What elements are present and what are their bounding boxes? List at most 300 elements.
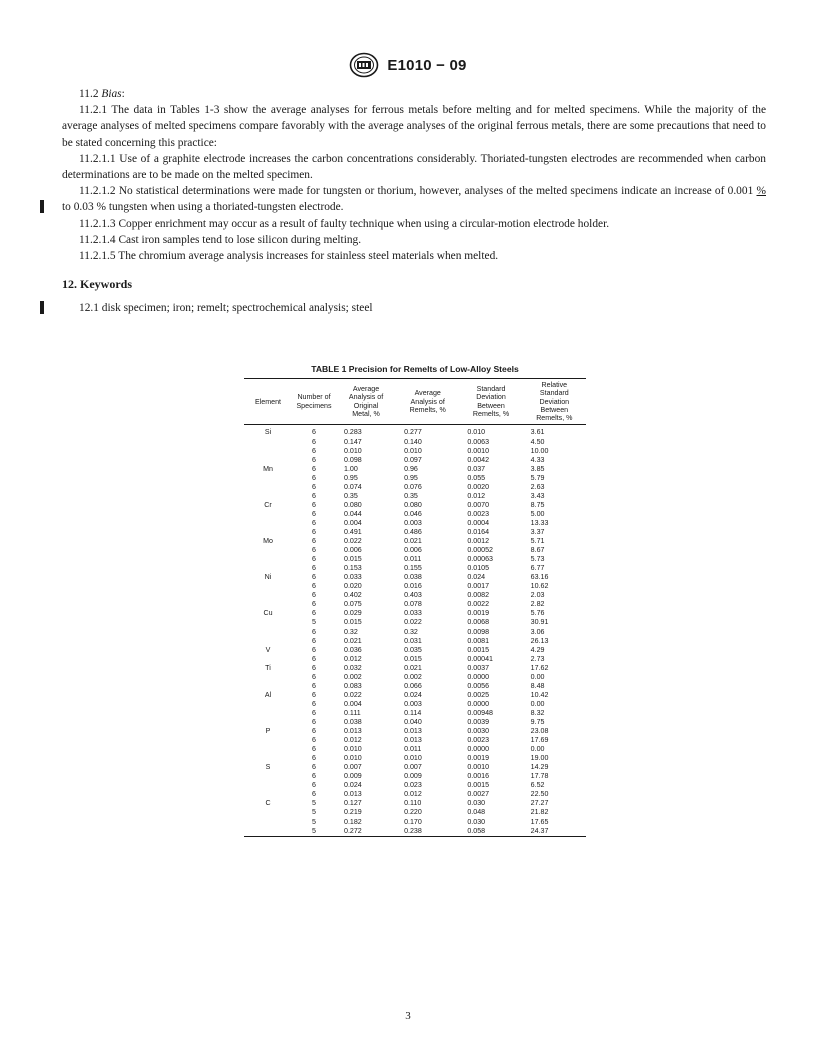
rsd-cell: 19.00 [530,754,549,763]
specimens-cell: 6 [312,473,316,482]
sd-cell: 0.048 [467,808,486,817]
element-cell [244,682,292,691]
original-cell: 0.074 [344,482,362,491]
rsd-cell: 2.03 [530,591,545,600]
specimens-cell: 6 [312,528,316,536]
sd-cell: 0.00063 [467,555,494,564]
original-cell: 0.022 [344,537,362,546]
specimens-cell: 6 [312,609,316,618]
specimens-cell: 6 [312,564,316,573]
remelts-cell: 0.95 [404,473,418,482]
sd-cell: 0.0015 [467,781,490,790]
table-row [244,519,586,528]
original-cell: 0.013 [344,727,362,736]
element-cell: Cr [264,500,272,509]
sd-cell: 0.058 [467,826,486,835]
remelts-cell: 0.002 [404,672,422,681]
sd-cell: 0.0027 [467,790,490,799]
sd-cell: 0.00948 [467,708,494,717]
original-cell: 0.004 [344,518,362,527]
table-row [244,655,586,664]
original-cell: 0.022 [344,690,362,699]
rsd-cell: 4.50 [530,437,545,446]
table-row [244,745,586,754]
specimens-cell: 6 [312,745,316,754]
rsd-cell: 27.27 [530,799,549,808]
sd-cell: 0.0082 [467,591,490,600]
original-cell: 0.95 [344,473,358,482]
specimens-cell: 6 [312,518,316,527]
specimens-cell: 6 [312,754,316,763]
page-number: 3 [405,1010,411,1022]
rsd-cell: 14.29 [530,763,549,772]
sd-cell: 0.010 [467,428,486,437]
rsd-cell: 13.33 [530,518,549,527]
rsd-cell: 9.75 [530,717,545,726]
header-remelts: Average Analysis of Remelts, % [396,379,459,425]
element-cell [244,736,292,745]
remelts-cell: 0.003 [404,699,422,708]
sd-cell: 0.0063 [467,437,490,446]
specimens-cell: 6 [312,736,316,745]
header-rsd: Relative Standard Deviation Between Remelts, % [523,379,586,425]
element-cell [244,591,292,600]
remelts-cell: 0.277 [404,428,422,437]
original-cell: 0.006 [344,546,362,555]
remelts-cell: 0.011 [404,745,422,754]
element-cell [244,474,292,483]
rsd-cell: 3.37 [530,528,545,536]
table-row [244,510,586,519]
remelts-cell: 0.021 [404,537,422,546]
original-cell: 0.024 [344,781,362,790]
element-cell [244,438,292,447]
remelts-cell: 0.011 [404,555,422,564]
sd-cell: 0.0070 [467,500,490,509]
rsd-cell: 2.63 [530,482,545,491]
header-original: Average Analysis of Original Metal, % [336,379,396,425]
original-cell: 0.075 [344,600,362,609]
specimens-cell: 6 [312,537,316,546]
specimens-cell: 6 [312,781,316,790]
table-row [244,628,586,637]
rsd-cell: 6.52 [530,781,545,790]
specimens-cell: 6 [312,573,316,582]
section-11-2-heading: 11.2 Bias: [79,88,125,100]
table-row [244,492,586,501]
remelts-cell: 0.009 [404,772,422,781]
specimens-cell: 5 [312,817,316,826]
element-cell [244,456,292,465]
page-header [0,52,816,78]
rsd-cell: 2.73 [530,654,545,663]
specimens-cell: 6 [312,455,316,464]
specimens-cell: 6 [312,790,316,799]
element-cell [244,745,292,754]
sd-cell: 0.012 [467,491,486,500]
original-cell: 0.083 [344,681,362,690]
table-row [244,781,586,790]
rsd-cell: 17.78 [530,772,549,781]
table-row [244,727,586,736]
remelts-cell: 0.007 [404,763,422,772]
table-row [244,573,586,582]
element-cell [244,772,292,781]
original-cell: 0.038 [344,717,362,726]
element-cell: Cu [263,609,273,618]
sd-cell: 0.0056 [467,681,490,690]
paragraph-11-2-1-3: 11.2.1.3 Copper enrichment may occur as a result of faulty technique when using a circular-motion electrode holder. [79,217,610,230]
revision-bar [40,301,44,314]
rsd-cell: 5.73 [530,555,545,564]
rsd-cell: 8.32 [530,708,545,717]
table-row [244,808,586,817]
sd-cell: 0.055 [467,473,486,482]
specimens-cell: 5 [312,826,316,835]
sd-cell: 0.00041 [467,654,494,663]
sd-cell: 0.0019 [467,754,490,763]
table-row [244,474,586,483]
original-cell: 0.036 [344,645,362,654]
sd-cell: 0.024 [467,573,486,582]
original-cell: 0.182 [344,817,362,826]
original-cell: 0.402 [344,591,362,600]
sd-cell: 0.0042 [467,455,490,464]
table-row [244,664,586,673]
revision-bar [40,200,44,213]
element-cell [244,564,292,573]
table-row [244,483,586,492]
specimens-cell: 6 [312,446,316,455]
sd-cell: 0.0039 [467,717,490,726]
table-row [244,425,586,438]
element-cell [244,700,292,709]
original-cell: 0.013 [344,790,362,799]
paragraph-11-2-1: 11.2.1 The data in Tables 1-3 show the average analyses for ferrous metals before melting and for melted specimens. While the majority of the average analyses of melted specimens compare favorably with the average analyses of the original ferrous metals, there are some precautions that need to be stated concerning this practice: [62,104,766,149]
table-row [244,718,586,727]
table-row [244,528,586,537]
table-title: TABLE 1 Precision for Remelts of Low-Alloy Steels [311,364,519,374]
specimens-cell: 6 [312,428,316,437]
specimens-cell: 6 [312,591,316,600]
rsd-cell: 30.91 [530,618,549,627]
table-row [244,673,586,682]
element-cell: C [265,799,271,808]
remelts-cell: 0.013 [404,727,422,736]
rsd-cell: 4.29 [530,645,545,654]
sd-cell: 0.00052 [467,546,494,555]
sd-cell: 0.037 [467,464,486,473]
sd-cell: 0.0000 [467,699,490,708]
standard-designation: E1010 − 09 [387,56,467,74]
rsd-cell: 5.71 [530,537,545,546]
header-sd: Standard Deviation Between Remelts, % [459,379,522,425]
rsd-cell: 21.82 [530,808,549,817]
specimens-cell: 6 [312,654,316,663]
sd-cell: 0.0023 [467,509,490,518]
table-body [244,425,586,836]
remelts-cell: 0.016 [404,582,422,591]
element-cell [244,655,292,664]
remelts-cell: 0.046 [404,509,422,518]
specimens-cell: 6 [312,663,316,672]
element-cell [244,754,292,763]
rsd-cell: 17.62 [530,663,549,672]
specimens-cell: 6 [312,491,316,500]
table-header-row [244,379,586,425]
specimens-cell: 6 [312,509,316,518]
precision-table [244,378,586,839]
rsd-cell: 4.33 [530,455,545,464]
element-cell [244,718,292,727]
table-row [244,818,586,827]
table-row [244,754,586,763]
table-row [244,736,586,745]
rsd-cell: 5.76 [530,609,545,618]
remelts-cell: 0.486 [404,528,422,536]
specimens-cell: 6 [312,672,316,681]
sd-cell: 0.0023 [467,736,490,745]
body-text [62,86,766,317]
table-row [244,591,586,600]
table-row [244,790,586,799]
bias-title: Bias [101,88,122,100]
rsd-cell: 26.13 [530,636,549,645]
element-cell: Mo [263,537,273,546]
table-row [244,438,586,447]
element-cell [244,492,292,501]
rsd-cell: 24.37 [530,826,549,835]
original-cell: 0.32 [344,627,358,636]
paragraph-11-2-1-2-row [62,183,766,215]
rsd-cell: 0.00 [530,745,545,754]
specimens-cell: 6 [312,582,316,591]
specimens-cell: 6 [312,627,316,636]
remelts-cell: 0.080 [404,500,422,509]
original-cell: 0.127 [344,799,362,808]
element-cell [244,600,292,609]
specimens-cell: 6 [312,482,316,491]
rsd-cell: 63.16 [530,573,549,582]
rsd-cell: 0.00 [530,699,545,708]
rsd-cell: 10.62 [530,582,549,591]
remelts-cell: 0.010 [404,446,422,455]
original-cell: 0.012 [344,654,362,663]
specimens-cell: 6 [312,772,316,781]
remelts-cell: 0.015 [404,654,422,663]
table-row [244,465,586,474]
original-cell: 0.098 [344,455,362,464]
paragraph-11-2-1-2: 11.2.1.2 No statistical determinations were made for tungsten or thorium, however, analyses of the melted specimens indicate an increase of 0.001 % to 0.03 % tungsten when using a thoriated-tungsten electrode. [62,185,766,214]
element-cell [244,827,292,837]
rsd-cell: 22.50 [530,790,549,799]
specimens-cell: 6 [312,645,316,654]
rsd-cell: 3.61 [530,428,545,437]
sd-cell: 0.0015 [467,645,490,654]
remelts-cell: 0.32 [404,627,418,636]
remelts-cell: 0.403 [404,591,422,600]
original-cell: 1.00 [344,464,358,473]
rsd-cell: 5.79 [530,473,545,482]
table-row [244,709,586,718]
remelts-cell: 0.012 [404,790,422,799]
paragraph-12-1-row [62,300,766,316]
sd-cell: 0.0004 [467,518,490,527]
specimens-cell: 6 [312,500,316,509]
original-cell: 0.021 [344,636,362,645]
sd-cell: 0.0000 [467,672,490,681]
element-cell [244,790,292,799]
remelts-cell: 0.078 [404,600,422,609]
remelts-cell: 0.003 [404,518,422,527]
rsd-cell: 17.69 [530,736,549,745]
sd-cell: 0.0037 [467,663,490,672]
table-row [244,546,586,555]
rsd-cell: 2.82 [530,600,545,609]
table-row [244,501,586,510]
specimens-cell: 5 [312,808,316,817]
rsd-cell: 8.48 [530,681,545,690]
original-cell: 0.007 [344,763,362,772]
remelts-cell: 0.010 [404,754,422,763]
rsd-cell: 8.75 [530,500,545,509]
sd-cell: 0.0105 [467,564,490,573]
sd-cell: 0.0164 [467,528,490,536]
sd-cell: 0.0017 [467,582,490,591]
original-cell: 0.033 [344,573,362,582]
element-cell [244,628,292,637]
rsd-cell: 10.42 [530,690,549,699]
sd-cell: 0.0010 [467,763,490,772]
sd-cell: 0.0081 [467,636,490,645]
remelts-cell: 0.021 [404,663,422,672]
specimens-cell: 6 [312,636,316,645]
element-cell [244,781,292,790]
rsd-cell: 23.08 [530,727,549,736]
element-cell [244,528,292,537]
element-cell [244,546,292,555]
original-cell: 0.010 [344,745,362,754]
original-cell: 0.491 [344,528,362,536]
element-cell [244,447,292,456]
remelts-cell: 0.110 [404,799,422,808]
remelts-cell: 0.097 [404,455,422,464]
sd-cell: 0.0016 [467,772,490,781]
sd-cell: 0.0012 [467,537,490,546]
sd-cell: 0.0030 [467,727,490,736]
specimens-cell: 6 [312,717,316,726]
specimens-cell: 5 [312,618,316,627]
original-cell: 0.044 [344,509,362,518]
original-cell: 0.015 [344,618,362,627]
remelts-cell: 0.031 [404,636,422,645]
remelts-cell: 0.013 [404,736,422,745]
specimens-cell: 5 [312,799,316,808]
original-cell: 0.004 [344,699,362,708]
table-row [244,618,586,627]
element-cell [244,818,292,827]
rsd-cell: 8.67 [530,546,545,555]
table-row [244,447,586,456]
astm-logo-icon [349,52,379,78]
paragraph-11-2-1-4: 11.2.1.4 Cast iron samples tend to lose silicon during melting. [79,233,362,246]
element-cell [244,637,292,646]
specimens-cell: 6 [312,699,316,708]
underlined-percent: % [756,185,766,198]
specimens-cell: 6 [312,681,316,690]
remelts-cell: 0.220 [404,808,422,817]
specimens-cell: 6 [312,555,316,564]
remelts-cell: 0.238 [404,826,422,835]
rsd-cell: 3.06 [530,627,545,636]
remelts-cell: 0.033 [404,609,422,618]
sd-cell: 0.0025 [467,690,490,699]
element-cell: Mn [263,464,273,473]
specimens-cell: 6 [312,690,316,699]
remelts-cell: 0.96 [404,464,418,473]
remelts-cell: 0.038 [404,573,422,582]
specimens-cell: 6 [312,708,316,717]
paragraph-11-2-1-5: 11.2.1.5 The chromium average analysis increases for stainless steel materials when melted. [79,250,499,263]
table-row [244,555,586,564]
remelts-cell: 0.035 [404,645,422,654]
element-cell: S [265,763,271,772]
specimens-cell: 6 [312,546,316,555]
remelts-cell: 0.006 [404,546,422,555]
table-1 [244,364,586,839]
remelts-cell: 0.155 [404,564,422,573]
header-specimens: Number of Specimens [292,379,336,425]
remelts-cell: 0.024 [404,690,422,699]
table-row [244,646,586,655]
original-cell: 0.032 [344,663,362,672]
table-row [244,609,586,618]
table-row [244,582,586,591]
original-cell: 0.219 [344,808,362,817]
element-cell [244,709,292,718]
element-cell [244,618,292,627]
remelts-cell: 0.35 [404,491,418,500]
element-cell: Ni [264,573,272,582]
paragraph-11-2-1-1: 11.2.1.1 Use of a graphite electrode increases the carbon concentrations considerably. Thoriated-tungsten electrodes are recommended when carbon determinations are to be made on the melted specimen. [62,152,766,182]
specimens-cell: 6 [312,763,316,772]
original-cell: 0.029 [344,609,362,618]
table-row [244,682,586,691]
original-cell: 0.010 [344,754,362,763]
original-cell: 0.111 [344,708,361,717]
element-cell [244,582,292,591]
element-cell: Si [264,428,272,437]
sd-cell: 0.030 [467,817,486,826]
element-cell [244,555,292,564]
table-row [244,564,586,573]
remelts-cell: 0.040 [404,717,422,726]
element-cell [244,673,292,682]
remelts-cell: 0.170 [404,817,422,826]
original-cell: 0.015 [344,555,362,564]
element-cell [244,483,292,492]
original-cell: 0.002 [344,672,362,681]
remelts-cell: 0.023 [404,781,422,790]
original-cell: 0.153 [344,564,362,573]
remelts-cell: 0.114 [404,708,422,717]
remelts-cell: 0.022 [404,618,422,627]
table-row [244,537,586,546]
element-cell [244,510,292,519]
sd-cell: 0.0010 [467,446,490,455]
table-bottom-rule [244,836,586,839]
original-cell: 0.147 [344,437,362,446]
